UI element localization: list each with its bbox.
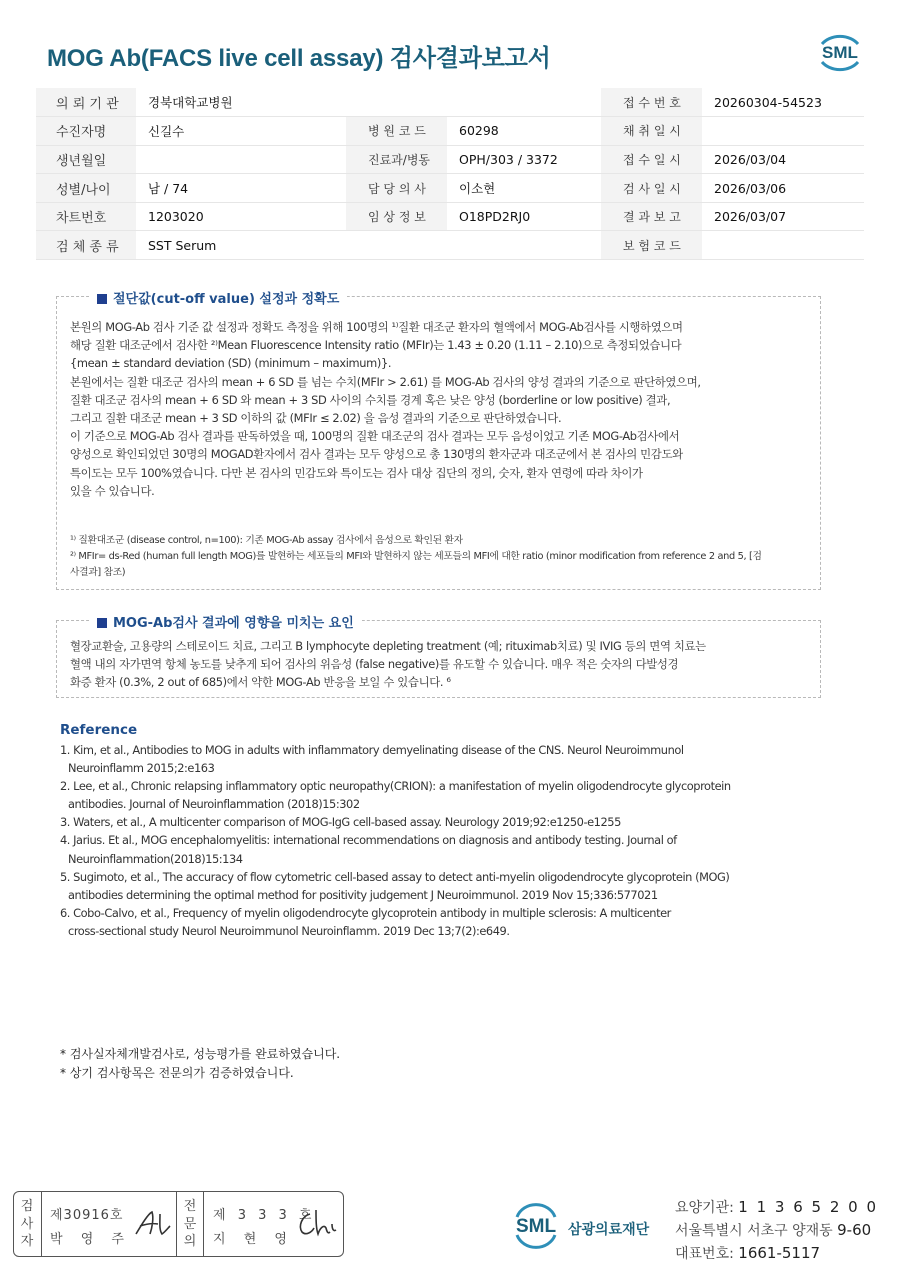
- value-report-date: 2026/03/07: [702, 202, 864, 231]
- signature-box: [13, 1191, 344, 1257]
- doctor-name: 지 현 영: [213, 1232, 294, 1247]
- value-insurance-code: [702, 231, 864, 260]
- table-row: [36, 202, 864, 231]
- footnote: ¹⁾ 질환대조군 (disease control, n=100): 기존 MOG-Ab assay 검사에서 음성으로 확인된 환자: [70, 535, 463, 546]
- value-physician: 이소현: [447, 174, 601, 203]
- cutoff-line: 본원의 MOG-Ab 검사 기준 값 설정과 정확도 측정을 위해 100명의 ¹⁾질환 대조군 환자의 혈액에서 MOG-Ab검사를 시행하였으며: [70, 320, 683, 334]
- factors-line: 혈장교환술, 고용량의 스테로이드 치료, 그리고 B lymphocyte depleting treatment (예; rituximab치료) 및 IVIG 등의 면역 치료는: [70, 639, 706, 653]
- value-birth-date: [136, 145, 346, 174]
- label-insurance-code: 보 험 코 드: [601, 231, 702, 260]
- cutoff-heading-text: 절단값(cut-off value) 설정과 정확도: [113, 292, 340, 307]
- reference-item: 4. Jarius. Et al., MOG encephalomyelitis: international recommendations on diagnosis and antibody testing. Journal of: [60, 833, 677, 848]
- sml-logo: [814, 30, 866, 74]
- reference-item: 5. Sugimoto, et al., The accuracy of flow cytometric cell-based assay to detect anti-myelin oligodendrocyte glycoprotein (MOG): [60, 869, 730, 884]
- footnote: ²⁾ MFIr= ds-Red (human full length MOG)를 발현하는 세포들의 MFI와 발현하지 않는 세포들의 MFI에 대한 ratio (minor modification from reference 2 and 5, [검: [70, 551, 762, 562]
- square-bullet-icon: [97, 618, 107, 628]
- cutoff-line: {mean ± standard deviation (SD) (minimum – maximum)}.: [70, 356, 392, 371]
- value-test-date: 2026/03/06: [702, 174, 864, 203]
- note-line: * 상기 검사항목은 전문의가 검증하였습니다.: [60, 1065, 294, 1080]
- cutoff-body: [70, 318, 701, 500]
- value-receipt-number: 20260304-54523: [702, 88, 864, 117]
- note-line: * 검사실자체개발검사로, 성능평가를 완료하였습니다.: [60, 1047, 341, 1061]
- cutoff-line: 질환 대조군 검사의 mean + 6 SD 와 mean + 3 SD 사이의 수치를 경계 혹은 낮은 양성 (borderline or low positive) 결과,: [70, 392, 671, 407]
- cutoff-section: [56, 292, 821, 590]
- institution-code: 1 1 3 6 5 2 0 0: [738, 1198, 879, 1216]
- tester-license: 제30916호: [50, 1208, 124, 1223]
- label-department: 진료과/병동: [346, 145, 447, 174]
- label-physician: 담 당 의 사: [346, 174, 447, 203]
- phone-number: 1661-5117: [738, 1244, 821, 1262]
- signature-right-label: 전 문 의: [183, 1199, 197, 1249]
- table-row: [36, 231, 864, 260]
- label-sex-age: 성별/나이: [36, 174, 136, 203]
- tester-name: 박 영 주: [50, 1232, 131, 1247]
- reference-item: 3. Waters, et al., A multicenter comparison of MOG-IgG cell-based assay. Neurology 2019;92:e1250-e1255: [60, 815, 621, 830]
- cutoff-line: 그리고 질환 대조군 mean + 3 SD 이하의 값 (MFIr ≤ 2.02) 을 음성 결과의 기준으로 판단하였습니다.: [70, 411, 562, 426]
- footer-address: 서울특별시 서초구 양재동 9-60: [675, 1221, 872, 1239]
- cutoff-footnotes: [70, 533, 762, 581]
- value-patient-name: 신길수: [136, 117, 346, 146]
- tester-signature-icon: [132, 1206, 178, 1240]
- value-collection-date: [702, 117, 864, 146]
- cutoff-line: 특이도는 모두 100%였습니다. 다만 본 검사의 민감도와 특이도는 검사 대상 집단의 정의, 숫자, 환자 연령에 따라 차이가: [70, 465, 643, 480]
- table-row: [36, 145, 864, 174]
- value-chart-number: 1203020: [136, 202, 346, 231]
- doctor-signature-icon: [294, 1206, 342, 1240]
- table-row: [36, 117, 864, 146]
- label-referring-institution: 의 뢰 기 관: [36, 88, 136, 117]
- reference-item: 2. Lee, et al., Chronic relapsing inflammatory optic neuropathy(CRION): a manifestation of myelin oligodendrocyte glycoprotein: [60, 779, 731, 794]
- label-receipt-date: 접 수 일 시: [601, 145, 702, 174]
- square-bullet-icon: [97, 294, 107, 304]
- label-hospital-code: 병 원 코 드: [346, 117, 447, 146]
- value-referring-institution: 경북대학교병원: [136, 88, 601, 117]
- value-clinical-info: O18PD2RJ0: [447, 202, 601, 231]
- doctor-license: 제 3 3 3 호: [213, 1208, 316, 1223]
- notes: [60, 1045, 340, 1082]
- value-department: OPH/303 / 3372: [447, 145, 601, 174]
- label-patient-name: 수진자명: [36, 117, 136, 146]
- organization-name: 삼광의료재단: [568, 1222, 650, 1238]
- sml-logo-text: SML: [822, 43, 858, 62]
- cutoff-line: 본원에서는 질환 대조군 검사의 mean + 6 SD 를 넘는 수치(MFIr > 2.61) 를 MOG-Ab 검사의 양성 결과의 기준으로 판단하였으며,: [70, 374, 701, 389]
- label-birth-date: 생년월일: [36, 145, 136, 174]
- value-specimen-type: SST Serum: [136, 231, 601, 260]
- patient-info-table: [36, 88, 864, 260]
- reference-item: cross-sectional study Neurol Neuroimmunol Neuroinflamm. 2019 Dec 13;7(2):e649.: [68, 923, 510, 938]
- factors-line: 혈액 내의 자가면역 항체 농도를 낮추게 되어 검사의 위음성 (false negative)를 유도할 수 있습니다. 매우 적은 숫자의 다발성경: [70, 657, 679, 672]
- reference-item: Neuroinflammation(2018)15:134: [68, 851, 243, 866]
- label-receipt-number: 접 수 번 호: [601, 88, 702, 117]
- cutoff-heading: [89, 288, 347, 307]
- reference-item: 1. Kim, et al., Antibodies to MOG in adults with inflammatory demyelinating disease of the CNS. Neurol Neuroimmunol: [60, 743, 684, 757]
- cutoff-line: 이 기준으로 MOG-Ab 검사 결과를 판독하였을 때, 100명의 질환 대조군의 검사 결과는 모두 음성이었고 기존 MOG-Ab검사에서: [70, 429, 680, 444]
- footer-info: [675, 1196, 878, 1265]
- footer-institution: 요양기관: 1 1 3 6 5 2 0 0: [675, 1198, 879, 1216]
- label-report-date: 결 과 보 고: [601, 202, 702, 231]
- sml-footer-logo: [511, 1199, 561, 1251]
- value-receipt-date: 2026/03/04: [702, 145, 864, 174]
- cutoff-line: 양성으로 확인되었던 30명의 MOGAD환자에서 검사 결과는 모두 양성으로 총 130명의 환자군과 대조군에서 본 검사의 민감도와: [70, 447, 683, 462]
- table-row: [36, 174, 864, 203]
- address-number: 9-60: [837, 1221, 872, 1239]
- footer-phone: 대표번호: 1661-5117: [675, 1244, 821, 1262]
- value-sex-age: 남 / 74: [136, 174, 346, 203]
- label-test-date: 검 사 일 시: [601, 174, 702, 203]
- factors-section: [56, 616, 821, 698]
- label-specimen-type: 검 체 종 류: [36, 231, 136, 260]
- reference-list: [60, 741, 731, 940]
- sml-footer-logo-text: SML: [515, 1216, 557, 1237]
- factors-heading: [89, 612, 362, 631]
- cutoff-line: 해당 질환 대조군에서 검사한 ²⁾Mean Fluorescence Intensity ratio (MFIr)는 1.43 ± 0.20 (1.11 – 2.10)으로 측정되었습니다: [70, 338, 682, 353]
- signature-left-label: 검 사 자: [20, 1199, 34, 1249]
- report-title: MOG Ab(FACS live cell assay) 검사결과보고서: [47, 45, 551, 72]
- cutoff-line: 있을 수 있습니다.: [70, 483, 155, 498]
- reference-item: Neuroinflamm 2015;2:e163: [68, 761, 215, 776]
- factors-heading-text: MOG-Ab검사 결과에 영향을 미치는 요인: [113, 616, 354, 631]
- label-clinical-info: 임 상 정 보: [346, 202, 447, 231]
- reference-item: antibodies. Journal of Neuroinflammation (2018)15:302: [68, 797, 360, 812]
- reference-heading: Reference: [60, 722, 138, 738]
- label-chart-number: 차트번호: [36, 202, 136, 231]
- reference-item: antibodies determining the optimal method for positivity judgement J Neuroimmunol. 2019 Nov 15;336:577021: [68, 887, 658, 902]
- footnote: 사결과] 참조): [70, 567, 126, 578]
- table-row: [36, 88, 864, 117]
- reference-item: 6. Cobo-Calvo, et al., Frequency of myelin oligodendrocyte glycoprotein antibody in multiple sclerosis: A multicenter: [60, 905, 671, 920]
- factors-line: 화증 환자 (0.3%, 2 out of 685)에서 약한 MOG-Ab 반응을 보일 수 있습니다. ⁶: [70, 675, 451, 690]
- label-collection-date: 채 취 일 시: [601, 117, 702, 146]
- value-hospital-code: 60298: [447, 117, 601, 146]
- factors-body: [70, 637, 706, 692]
